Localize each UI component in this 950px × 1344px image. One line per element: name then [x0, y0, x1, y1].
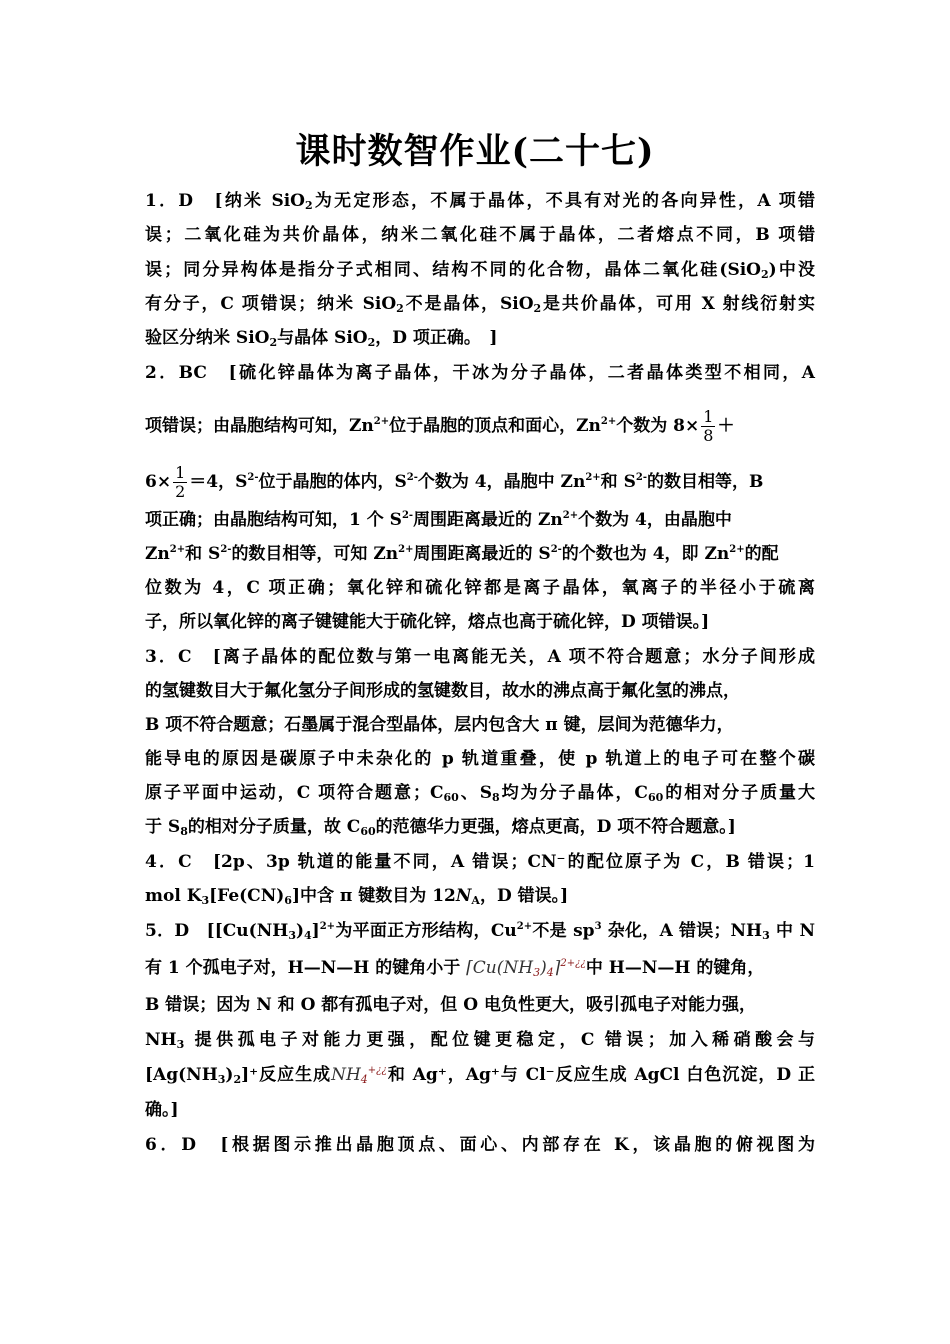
- q2-line-4: 项正确；由晶胞结构可知，1 个 $S^{2-}$周围距离最近的 $Zn^{2+}$个数为 4，由晶胞中: [145, 510, 732, 530]
- q2-line-2: 项错误；由晶胞结构可知，$Zn^{2+}$位于晶胞的顶点和面心，$Zn^{2+}$个数为 8× $\frac{1}{8}$ ＋: [145, 407, 735, 445]
- q2-line-5: $Zn^{2+}$和 $S^{2-}$的数目相等，可知 $Zn^{2+}$周围距离最近的 $S^{2-}$的个数也为 4，即 $Zn^{2+}$的配: [145, 544, 779, 564]
- q4-line-2: mol $K_3[Fe(CN)_6]$中含 π 键数目为 $12N_A$，D 错误。]: [145, 886, 569, 907]
- q1-line-2: 误；二氧化硅为共价晶体，纳米二氧化硅不属于晶体，二者熔点不同，B 项错: [145, 225, 815, 245]
- q3-line-2: 的氢键数目大于氟化氢分子间形成的氢键数目，故水的沸点高于氟化氢的沸点，: [145, 681, 740, 701]
- q3-line-5: 原子平面中运动，C 项符合题意；$C_{60}$、$S_8$均为分子晶体，$C_{60}$的相对分子质量大: [145, 783, 816, 804]
- q1-line-4: 有分子，C 项错误；纳米 SiO$_2$不是晶体，SiO$_2$是共价晶体，可用 X 射线衍射实: [145, 294, 815, 315]
- q1-line-1: 1．D [纳米 SiO$_2$为无定形态，不属于晶体，不具有对光的各向异性，A 项错: [145, 191, 816, 212]
- q5-line-2: 有 1 个孤电子对，H—N—H 的键角小于 $⌈Cu(NH_3)_4⌉^{2+¿¿}$中 H—N—H 的键角，: [145, 958, 765, 979]
- q3-line-1: 3．C [离子晶体的配位数与第一电离能无关，A 项不符合题意；水分子间形成: [145, 647, 815, 667]
- q5-line-4: $NH_3$ 提供孤电子对能力更强，配位键更稳定，C 错误；加入稀硝酸会与: [145, 1030, 815, 1051]
- q5-line-5: $[Ag(NH_3)_2]^+$反应生成$NH_4^{+¿¿}$和 Ag⁺，Ag⁺与 Cl⁻反应生成 AgCl 白色沉淀，D 正: [145, 1065, 815, 1086]
- q6-line-1: 6．D [根据图示推出晶胞顶点、面心、内部存在 K，该晶胞的俯视图为: [145, 1135, 815, 1155]
- q1-line-3: 误；同分异构体是指分子式相同、结构不同的化合物，晶体二氧化硅(SiO$_2$)中没: [145, 260, 815, 281]
- q2-line-6: 位数为 4，C 项正确；氧化锌和硫化锌都是离子晶体，氧离子的半径小于硫离: [145, 578, 815, 598]
- q2-line-7: 子，所以氧化锌的离子键键能大于硫化锌，熔点也高于硫化锌，D 项错误。]: [145, 612, 710, 632]
- q2-line-3: 6× $\frac{1}{2}$ ＝4，$S^{2-}$位于晶胞的体内，$S^{2-}$个数为 4，晶胞中 $Zn^{2+}$和 $S^{2-}$的数目相等，B: [145, 463, 764, 501]
- q5-line-1: 5．D [$[Cu(NH_3)_4]^{2+}$为平面正方形结构，$Cu^{2+}$不是 $sp^3$ 杂化，A 错误；$NH_3$ 中 N: [145, 921, 815, 942]
- q5-line-6: 确。]: [145, 1100, 179, 1120]
- page-title: 课时数智作业(二十七): [295, 131, 655, 172]
- math-ammonium: $NH_4^{+¿¿}$: [331, 1065, 387, 1086]
- q3-line-6: 于 $S_8$的相对分子质量，故 $C_{60}$的范德华力更强，熔点更高，D 项不符合题意。]: [145, 817, 736, 838]
- fraction-one-half: $\frac{1}{2}$: [175, 463, 186, 501]
- q5-line-3: B 错误；因为 N 和 O 都有孤电子对，但 O 电负性更大，吸引孤电子对能力强，: [145, 995, 756, 1015]
- q3-line-4: 能导电的原因是碳原子中未杂化的 p 轨道重叠，使 p 轨道上的电子可在整个碳: [145, 749, 815, 769]
- q3-line-3: B 项不符合题意；石墨属于混合型晶体，层内包含大 π 键，层间为范德华力，: [145, 715, 734, 735]
- q4-line-1: 4．C [2p、3p 轨道的能量不同，A 错误；CN⁻的配位原子为 C，B 错误；1: [145, 852, 815, 872]
- q2-line-1: 2．BC [硫化锌晶体为离子晶体，干冰为分子晶体，二者晶体类型不相同，A: [145, 363, 815, 383]
- math-complex-ion: $⌈Cu(NH_3)_4⌉^{2+¿¿}$: [466, 958, 586, 979]
- q1-line-5: 验区分纳米 SiO$_2$与晶体 SiO$_2$，D 项正确。 ]: [145, 328, 498, 349]
- fraction-one-eighth: $\frac{1}{8}$: [703, 407, 714, 445]
